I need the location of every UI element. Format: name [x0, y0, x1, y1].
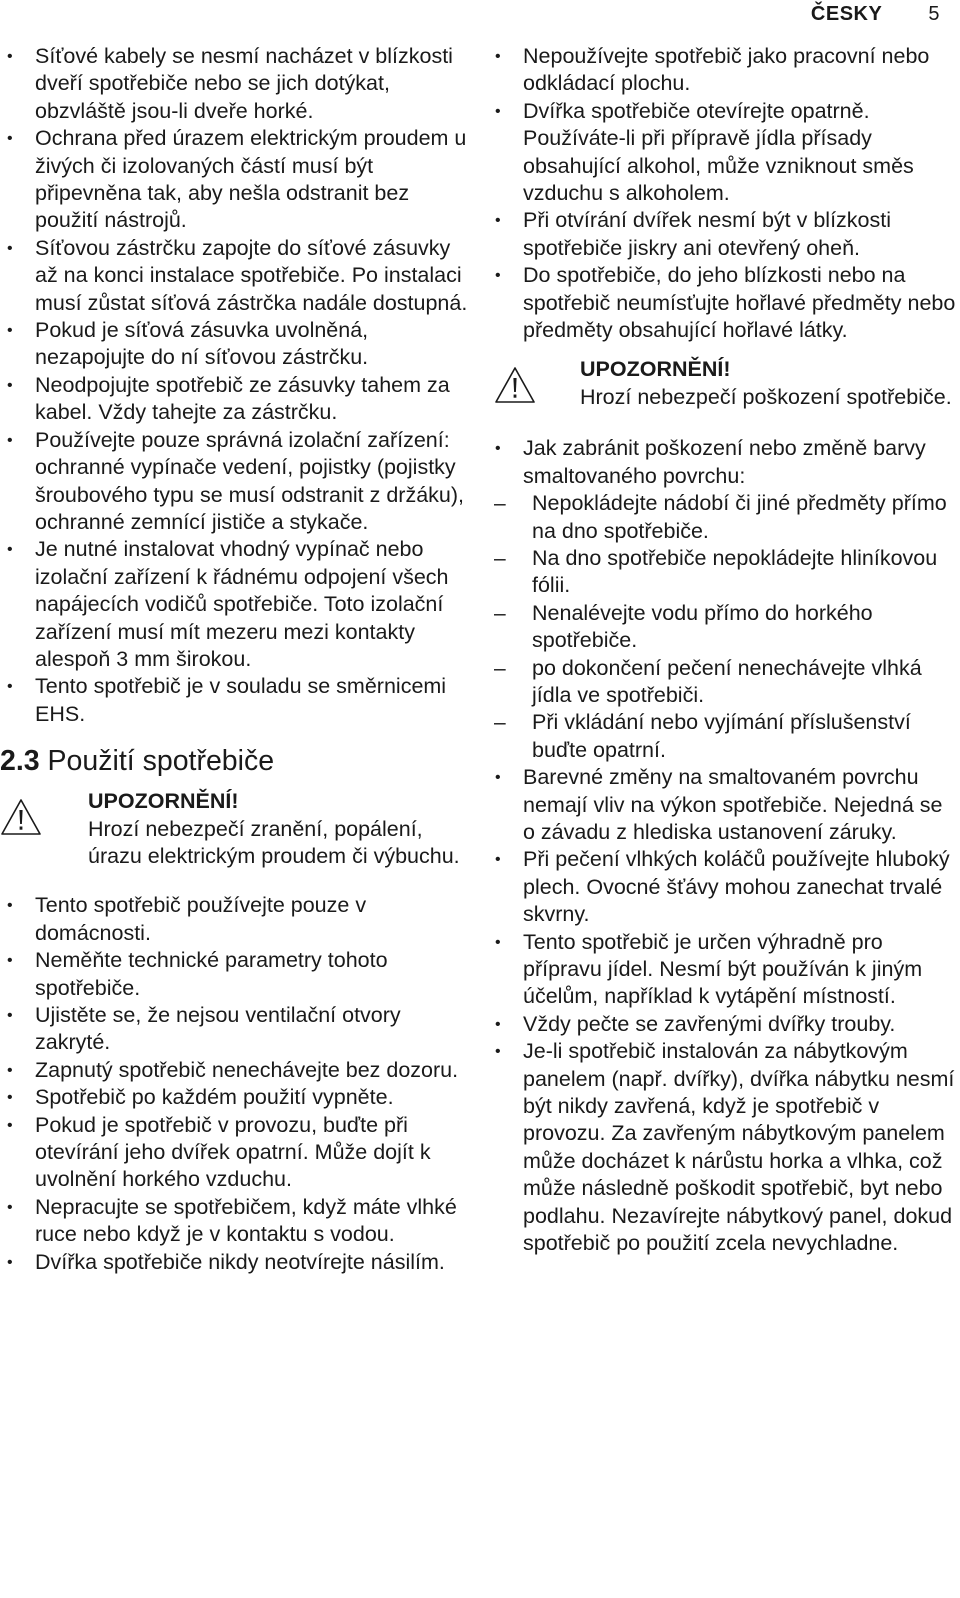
list-item: • Používejte pouze správná izolační zařízení: ochranné vypínače vedení, pojistky (pojistky šroubového typu se musí odstranit z držáku), ochranné zemnící jističe a stykače. [0, 427, 470, 537]
dash-list [488, 490, 958, 764]
list-item: • Dvířka spotřebiče nikdy neotvírejte násilím. [0, 1249, 470, 1276]
bullet-list-enamel-care [488, 435, 958, 1257]
warning-title: UPOZORNĚNÍ! [580, 357, 731, 382]
list-item: • Ujistěte se, že nejsou ventilační otvory zakryté. [0, 1002, 470, 1057]
list-item: • Tento spotřebič je určen výhradně pro přípravu jídel. Nesmí být používán k jiným účelům, například k vytápění místností. [488, 929, 958, 1011]
page-header [811, 2, 940, 26]
list-item: • Je nutné instalovat vhodný vypínač nebo izolační zařízení k řádnému odpojení všech napájecích vodičů spotřebiče. Toto izolační zařízení musí mít mezeru mezi kontakty alespoň 3 mm širokou. [0, 536, 470, 673]
right-column [488, 43, 958, 1257]
list-item: • Do spotřebiče, do jeho blízkosti nebo na spotřebič neumísťujte hořlavé předměty nebo předměty obsahující hořlavé látky. [488, 262, 958, 344]
list-item: • Zapnutý spotřebič nenechávejte bez dozoru. [0, 1057, 470, 1084]
list-item: • Je-li spotřebič instalován za nábytkovým panelem (např. dvířky), dvířka nábytku nesmí být nikdy zavřená, když je spotřebič v provozu. Za zavřeným nábytkovým panelem může docházet k nárůstu horka a vlhka, což může následně poškodit spotřebič, byt nebo podlahu. Nezavírejte nábytkový panel, dokud spotřebič po použití zcela nevychladne. [488, 1038, 958, 1257]
section-number: 2.3 [0, 745, 40, 778]
list-item: • Nepoužívejte spotřebič jako pracovní nebo odkládací plochu. [488, 43, 958, 98]
warning-text: Hrozí nebezpečí zranění, popálení, úrazu elektrickým proudem či výbuchu. [88, 816, 460, 868]
list-item: • Spotřebič po každém použití vypněte. [0, 1084, 470, 1111]
list-item: • Dvířka spotřebiče otevírejte opatrně. Používáte-li při přípravě jídla přísady obsahující alkohol, může vzniknout směs vzduchu s alkoholem. [488, 98, 958, 208]
dash-item: – Nenalévejte vodu přímo do horkého spotřebiče. [488, 600, 958, 655]
bullet-list-usage-continued [488, 43, 958, 344]
list-item: • Neměňte technické parametry tohoto spotřebiče. [0, 947, 470, 1002]
list-item: • Síťové kabely se nesmí nacházet v blízkosti dveří spotřebiče nebo se jich dotýkat, obzvláště jsou-li dveře horké. [0, 43, 470, 125]
list-item: • Pokud je spotřebič v provozu, buďte při otevírání jeho dvířek opatrní. Může dojít k uvolnění horkého vzduchu. [0, 1112, 470, 1194]
warning-triangle-icon [0, 798, 42, 836]
warning-text: Hrozí nebezpečí poškození spotřebiče. [580, 384, 952, 409]
section-title: Použití spotřebiče [47, 745, 275, 778]
warning-title: UPOZORNĚNÍ! [88, 789, 239, 814]
dash-item: – po dokončení pečení nenechávejte vlhká jídla ve spotřebiči. [488, 655, 958, 710]
bullet-list-safety-installation [0, 43, 470, 728]
dash-item: – Na dno spotřebiče nepokládejte hliníkovou fólii. [488, 545, 958, 600]
enamel-intro: Jak zabránit poškození nebo změně barvy smaltovaného povrchu: [523, 436, 926, 488]
list-item: • Vždy pečte se zavřenými dvířky trouby. [488, 1011, 958, 1038]
bullet-list-usage [0, 892, 470, 1276]
dash-item: – Při vkládání nebo vyjímání příslušenství buďte opatrní. [488, 709, 958, 764]
list-item: • Pokud je síťová zásuvka uvolněná, nezapojujte do ní síťovou zástrčku. [0, 317, 470, 372]
warning-box [0, 788, 470, 870]
list-item: • Tento spotřebič je v souladu se směrnicemi EHS. [0, 673, 470, 728]
section-heading [0, 744, 470, 778]
list-item: • Nepracujte se spotřebičem, když máte vlhké ruce nebo když je v kontaktu s vodou. [0, 1194, 470, 1249]
list-item: • Síťovou zástrčku zapojte do síťové zásuvky až na konci instalace spotřebiče. Po instalaci musí zůstat síťová zástrčka nadále dostupná. [0, 235, 470, 317]
list-item [488, 435, 958, 764]
list-item: • Tento spotřebič používejte pouze v domácnosti. [0, 892, 470, 947]
list-item: • Ochrana před úrazem elektrickým proudem u živých či izolovaných částí musí být připevněna tak, aby nešla odstranit bez použití nástrojů. [0, 125, 470, 235]
list-item: • Při pečení vlhkých koláčů používejte hluboký plech. Ovocné šťávy mohou zanechat trvalé skvrny. [488, 846, 958, 928]
warning-box [488, 356, 958, 411]
list-item: • Barevné změny na smaltovaném povrchu nemají vliv na výkon spotřebiče. Nejedná se o závadu z hlediska ustanovení záruky. [488, 764, 958, 846]
list-item: • Neodpojujte spotřebič ze zásuvky tahem za kabel. Vždy tahejte za zástrčku. [0, 372, 470, 427]
warning-triangle-icon [494, 366, 536, 404]
list-item: • Při otvírání dvířek nesmí být v blízkosti spotřebiče jiskry ani otevřený oheň. [488, 207, 958, 262]
left-column [0, 43, 470, 1276]
language-label: ČESKY [810, 3, 883, 25]
dash-item: – Nepokládejte nádobí či jiné předměty přímo na dno spotřebiče. [488, 490, 958, 545]
page-number: 5 [928, 3, 940, 25]
